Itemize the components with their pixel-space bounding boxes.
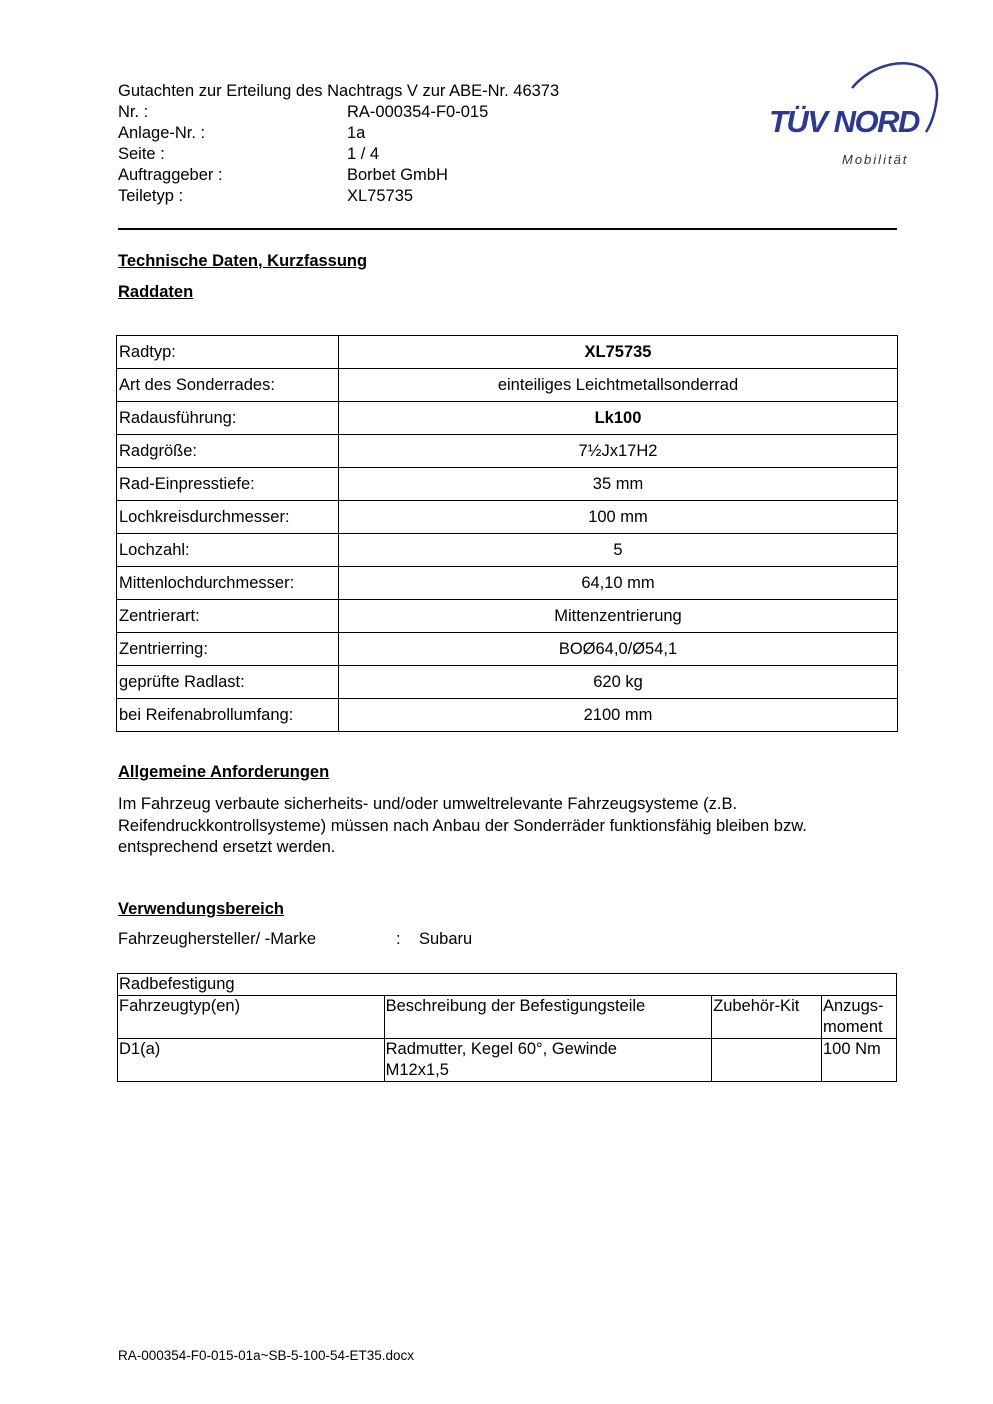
- header-divider: [118, 228, 897, 230]
- table-cell-value: 35 mm: [339, 468, 898, 501]
- header-row-nr: [118, 102, 598, 123]
- table-cell-value: einteiliges Leichtmetallsonderrad: [339, 369, 898, 402]
- manufacturer-line: [118, 930, 618, 952]
- table-row: [117, 402, 898, 435]
- header-row-teiletyp: [118, 186, 598, 207]
- section-title-raddaten: Raddaten: [118, 283, 194, 301]
- header-row-seite: [118, 144, 598, 165]
- table-cell-value: BOØ64,0/Ø54,1: [339, 633, 898, 666]
- table-cell-key: Lochkreisdurchmesser:: [117, 501, 339, 534]
- manufacturer-value: Subaru: [419, 930, 473, 948]
- table-cell-value: 7½Jx17H2: [339, 435, 898, 468]
- column-header: Zubehör-Kit: [712, 996, 822, 1039]
- header-label: Nr. :: [118, 103, 149, 121]
- header-row-anlage: [118, 123, 598, 144]
- logo-wordmark: TÜV NORD: [769, 104, 919, 139]
- table-cell-key: Art des Sonderrades:: [117, 369, 339, 402]
- table-cell-key: Rad-Einpresstiefe:: [117, 468, 339, 501]
- allgemeine-anforderungen-text: Im Fahrzeug verbaute sicherheits- und/oder umweltrelevante Fahrzeugsysteme (z.B. Reifendruckkontrollsysteme) müssen nach Anbau der Sonderräder funktionsfähig bleiben bzw. entsprechend ersetzt werden.: [118, 795, 807, 856]
- table-cell-value: 64,10 mm: [339, 567, 898, 600]
- table-row: [117, 501, 898, 534]
- header-value: Borbet GmbH: [347, 166, 448, 184]
- table-row: [117, 600, 898, 633]
- table-row: [117, 633, 898, 666]
- table-cell-value: 2100 mm: [339, 699, 898, 732]
- table-cell: Radmutter, Kegel 60°, Gewinde M12x1,5: [384, 1039, 711, 1082]
- header-value: 1a: [347, 124, 366, 142]
- table-row: [117, 699, 898, 732]
- table-cell: 100 Nm: [822, 1039, 897, 1082]
- table-cell-value: XL75735: [339, 336, 898, 369]
- table-cell-key: Radausführung:: [117, 402, 339, 435]
- table-cell-key: Radgröße:: [117, 435, 339, 468]
- table-row: [117, 666, 898, 699]
- table-cell-key: geprüfte Radlast:: [117, 666, 339, 699]
- table-cell-key: bei Reifenabrollumfang:: [117, 699, 339, 732]
- header-label: Teiletyp :: [118, 187, 184, 205]
- header-value: RA-000354-F0-015: [347, 103, 489, 121]
- tuev-nord-logo: [764, 56, 944, 174]
- header-info: [118, 102, 598, 207]
- header-label: Seite :: [118, 145, 165, 163]
- logo-subtitle: Mobilität: [842, 152, 909, 167]
- footer-filename: RA-000354-F0-015-01a~SB-5-100-54-ET35.docx: [118, 1348, 415, 1363]
- table-title: Radbefestigung: [118, 974, 897, 996]
- table-cell: [712, 1039, 822, 1082]
- table-cell: D1(a): [118, 1039, 385, 1082]
- header-value: 1 / 4: [347, 145, 380, 163]
- manufacturer-separator: :: [396, 930, 401, 948]
- table-row: [117, 369, 898, 402]
- table-row: [117, 534, 898, 567]
- table-cell-key: Zentrierart:: [117, 600, 339, 633]
- table-row: [117, 567, 898, 600]
- header-label: Auftraggeber :: [118, 166, 223, 184]
- table-cell-value: Lk100: [339, 402, 898, 435]
- radbefestigung-table: [117, 973, 897, 1082]
- raddaten-table: [116, 335, 898, 732]
- column-header: Anzugs- moment: [822, 996, 897, 1039]
- manufacturer-label: Fahrzeughersteller/ -Marke: [118, 930, 317, 948]
- header-label: Anlage-Nr. :: [118, 124, 206, 142]
- section-title-verwendungsbereich: Verwendungsbereich: [118, 900, 284, 918]
- header-value: XL75735: [347, 187, 414, 205]
- column-header: Fahrzeugtyp(en): [118, 996, 385, 1039]
- header-row-auftraggeber: [118, 165, 598, 186]
- table-cell-key: Radtyp:: [117, 336, 339, 369]
- table-cell-key: Zentrierring:: [117, 633, 339, 666]
- section-title-technische-daten: Technische Daten, Kurzfassung: [118, 252, 368, 270]
- table-row: [117, 468, 898, 501]
- section-title-allgemeine-anforderungen: Allgemeine Anforderungen: [118, 763, 330, 781]
- table-header-row: [118, 996, 897, 1039]
- table-cell-value: Mittenzentrierung: [339, 600, 898, 633]
- table-cell-value: 620 kg: [339, 666, 898, 699]
- document-title: Gutachten zur Erteilung des Nachtrags V zur ABE-Nr. 46373: [118, 82, 560, 100]
- table-row: [117, 435, 898, 468]
- table-cell-key: Mittenlochdurchmesser:: [117, 567, 339, 600]
- table-cell-key: Lochzahl:: [117, 534, 339, 567]
- table-row: [117, 336, 898, 369]
- table-cell-value: 100 mm: [339, 501, 898, 534]
- table-cell-value: 5: [339, 534, 898, 567]
- column-header: Beschreibung der Befestigungsteile: [384, 996, 711, 1039]
- table-title-row: [118, 974, 897, 996]
- table-row: [118, 1039, 897, 1082]
